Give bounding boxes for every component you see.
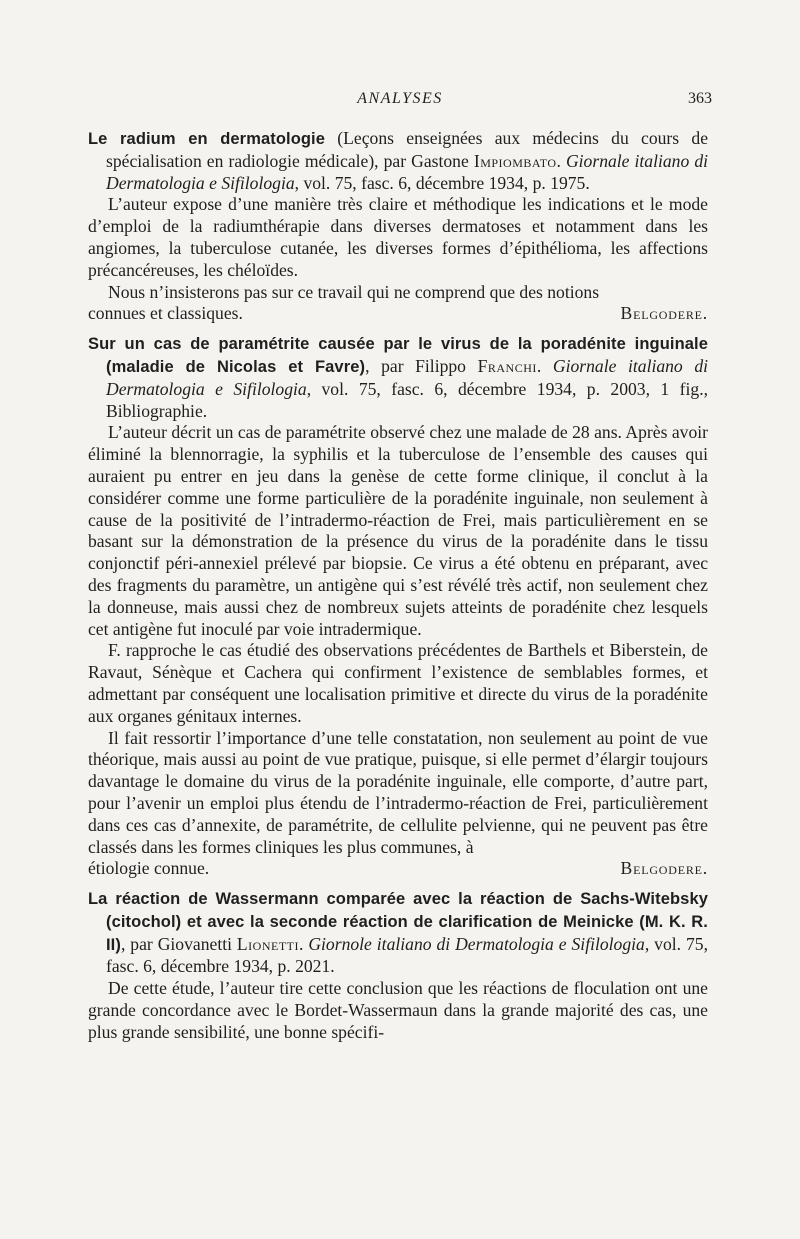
article-author: Impiombato — [473, 150, 557, 171]
article-parametrite — [88, 333, 708, 880]
article-title: Sur un cas de paramétrite causée par le virus de la poradénite inguinale (maladie de Nicolas et Favre) — [88, 335, 708, 376]
running-title: ANALYSES — [357, 90, 443, 107]
journal-name: Giornale italiano di Dermatologia e Sifilologia — [106, 355, 709, 399]
journal-name: Giornale italiano di Dermatologia e Sifilologia — [106, 150, 708, 193]
journal-name: Giornole italiano di Dermatologia e Sifilologia — [308, 933, 645, 954]
article-paragraph: De cette étude, l’auteur tire cette conclusion que les réactions de floculation ont une grande concordance avec le Bordet-Wassermaun dans la grande majorité des cas, une plus grande sensibilité, une bonne spécifi- — [88, 978, 708, 1042]
article-reference: , par Filippo — [365, 355, 478, 376]
article-heading — [88, 888, 708, 978]
article-paragraph: L’auteur décrit un cas de paramétrite observé chez une malade de 28 ans. Après avoir éliminé la blennorragie, la syphilis et la tuberculose de l’ensemble des causes qui auraient pu entrer en jeu dans la genèse de cette forme clinique, il conclut à la considérer comme une forme particulière de la poradénite inguinale, non seulement à cause de la positivité de l’intradermo-réaction de Frei, mais particulièrement en se basant sur la démonstration de la présence du virus de la poradénite dans le tissu conjonctif péri-annexiel prélevé par biopsie. Ce virus a été obtenu en préparant, avec des fragments du paramètre, un antigène qui s’est révélé très actif, non seulement chez la donneuse, mais aussi chez de nombreux sujets atteints de poradénite chez lesquels cet antigène fut inoculé par voie intradermique. — [88, 422, 708, 639]
reviewer-signature: Belgodere. — [620, 858, 708, 879]
article-reference: (Leçons enseignées aux médecins du cours de spécialisation en radiologie médicale), par Gastone — [106, 128, 709, 171]
article-wassermann — [88, 888, 708, 1044]
article-paragraph: L’auteur expose d’une manière très claire et méthodique les indications et le mode d’emploi de la radiumthérapie dans diverses dermatoses et notamment dans les angiomes, la tuberculose cutanée, les diverses formes d’épithélioma, les affections précancéreuses, les chéloïdes. — [88, 194, 708, 280]
article-closing-line — [88, 303, 708, 325]
article-reference-sep: . — [556, 150, 566, 171]
reviewer-signature: Belgodere. — [620, 303, 708, 324]
page-number: 363 — [688, 90, 712, 107]
article-author: Lionetti — [236, 933, 299, 954]
article-last-line: étiologie connue. — [88, 858, 210, 879]
article-paragraph: Nous n’insisterons pas sur ce travail qui ne comprend que des notions — [108, 281, 600, 302]
running-header — [88, 90, 712, 112]
article-closing-line — [88, 858, 708, 880]
article-heading — [88, 333, 708, 422]
article-paragraph: F. rapproche le cas étudié des observations précédentes de Barthels et Biberstein, de Ravaut, Sénèque et Cachera qui confirment l’existence de semblables formes, et admettant par conséquent une localisation primitive et directe du virus de la poradénite aux organes génitaux internes. — [88, 640, 708, 726]
article-radium — [88, 128, 708, 325]
analyses-content — [88, 128, 708, 1052]
article-heading — [88, 128, 708, 194]
article-reference-details: , vol. 75, fasc. 6, décembre 1934, p. 2021. — [106, 933, 708, 977]
article-reference-details: , vol. 75, fasc. 6, décembre 1934, p. 2003, 1 fig., Bibliographie. — [106, 378, 708, 421]
article-reference-details: , vol. 75, fasc. 6, décembre 1934, p. 1975. — [294, 172, 590, 193]
article-reference-sep: . — [536, 355, 553, 376]
article-reference: , par Giovanetti — [120, 933, 237, 954]
article-title: Le radium en dermatologie — [88, 130, 326, 148]
article-author: Franchi — [477, 355, 537, 376]
article-last-line: connues et classiques. — [88, 303, 243, 324]
article-title: La réaction de Wassermann comparée avec la réaction de Sachs-Witebsky (citochol) et avec la seconde réaction de clarification de Meinicke (M. K. R. II) — [88, 890, 708, 954]
article-reference-sep: . — [298, 933, 309, 954]
article-paragraph: Il fait ressortir l’importance d’une telle constatation, non seulement au point de vue théorique, mais aussi au point de vue pratique, puisque, si elle permet d’élargir toujours davantage le domaine du virus de la poradénite inguinale, elle comporte, d’autre part, pour l’avenir un emploi plus étendu de l’intradermo-réaction de Frei, particulièrement dans ces cas d’annexite, de paramétrite, de cellulite pelvienne, qui ne peuvent pas être classés dans les formes cliniques les plus communes, à — [88, 727, 708, 857]
